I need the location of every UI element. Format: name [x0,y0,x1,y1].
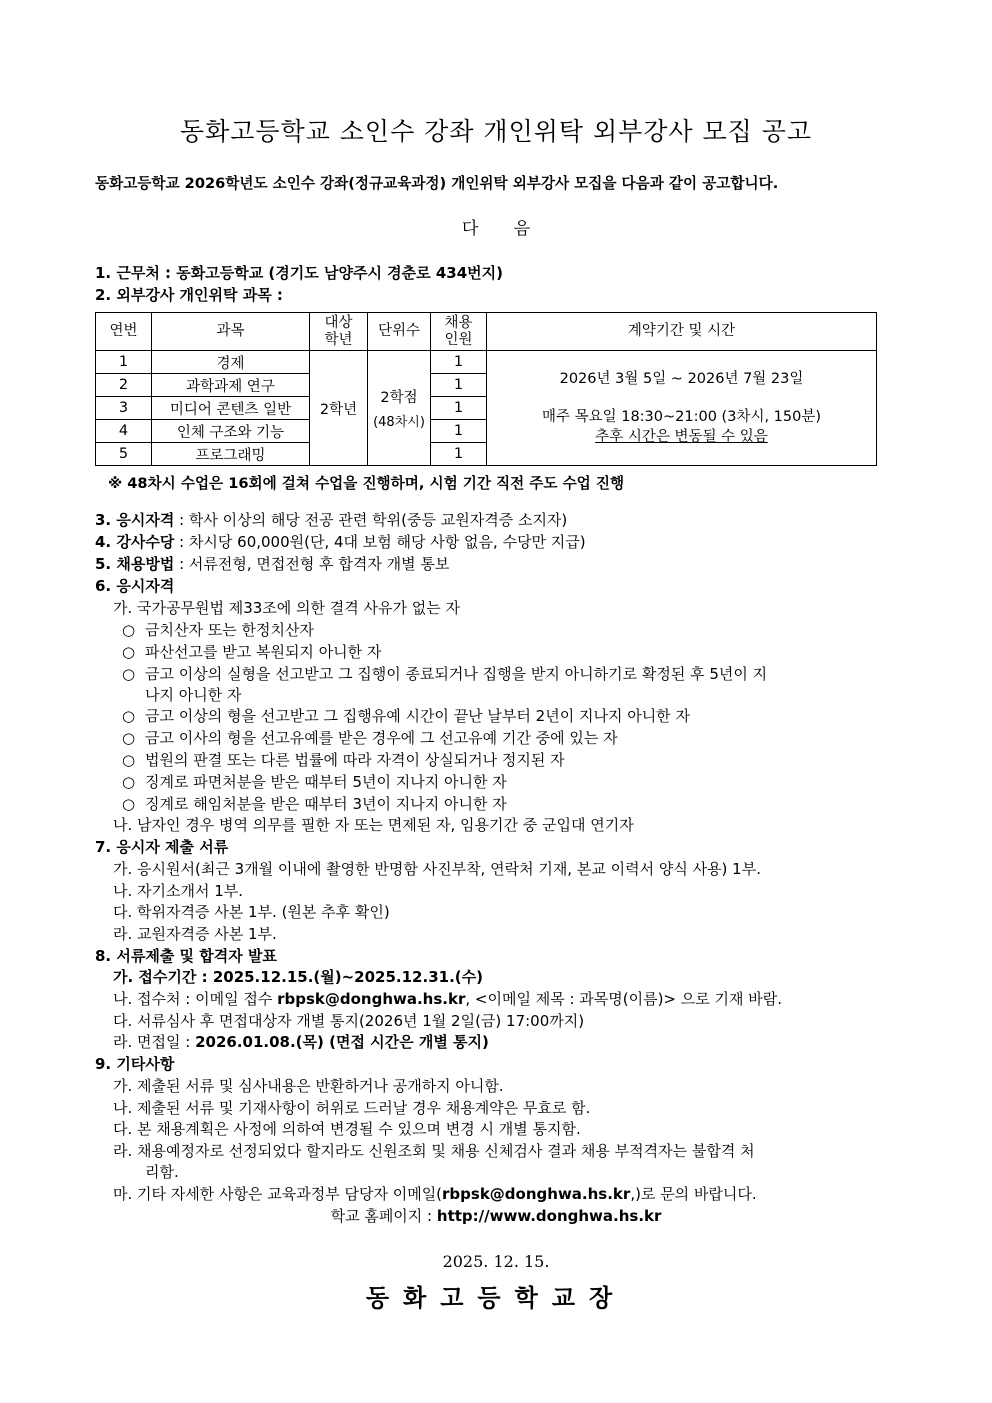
header-period: 계약기간 및 시간 [487,313,877,351]
homepage-line: 학교 홈페이지 : http://www.donghwa.hs.kr [330,1207,662,1225]
cell-count: 1 [431,351,487,374]
list-item: 라. 교원자격증 사본 1부. [113,925,277,943]
list-item: ○ 금고 이상의 실형을 선고받고 그 집행이 종료되거나 집행을 받지 아니하기로 확정된 후 5년이 지 [122,665,768,683]
courses-table [95,312,877,466]
header-subject: 과목 [152,313,310,351]
section-6-ga: 가. 국가공무원법 제33조에 의한 결격 사유가 없는 자 [113,599,461,617]
cell-subject: 프로그래밍 [152,443,310,466]
cell-no: 2 [96,374,152,397]
cell-grade: 2학년 [310,351,368,466]
bullet-icon: ○ [122,621,136,639]
table-note: ※ 48차시 수업은 16회에 걸쳐 수업을 진행하며, 시험 기간 직전 주도 수업 진행 [108,475,625,492]
list-item: 마. 기타 자세한 사항은 교육과정부 담당자 이메일(rbpsk@donghwa.hs.kr,)로 문의 바랍니다. [113,1185,757,1203]
section-2-subjects: 2. 외부강사 개인위탁 과목 : [95,286,283,304]
list-item: ○ 파산선고를 받고 복원되지 아니한 자 [122,643,382,661]
notice-date: 2025. 12. 15. [442,1252,550,1271]
units-credits: 2학점 [380,390,418,406]
principal-signature: 동화고등학교장 [365,1283,627,1312]
header-units: 단위수 [368,313,431,351]
cell-subject: 과학과제 연구 [152,374,310,397]
intro-text: 동화고등학교 2026학년도 소인수 강좌(정규교육과정) 개인위탁 외부강사 모집을 다음과 같이 공고합니다. [95,175,779,192]
list-item-continuation: 리함. [145,1163,179,1181]
bullet-icon: ○ [122,751,136,769]
section-5-label: 5. 채용방법 [95,555,175,573]
period-change-note: 추후 시간은 변동될 수 있음 [595,429,768,445]
section-8-heading: 8. 서류제출 및 합격자 발표 [95,947,277,965]
section-1-workplace: 1. 근무처 : 동화고등학교 (경기도 남양주시 경춘로 434번지) [95,264,504,282]
header-no: 연번 [96,313,152,351]
bullet-icon: ○ [122,729,136,747]
list-item: 다. 학위자격증 사본 1부. (원본 추후 확인) [113,903,390,921]
units-hours: (48차시) [373,415,425,430]
section-8-ga: 가. 접수기간 : 2025.12.15.(월)~2025.12.31.(수) [113,968,483,986]
cell-no: 5 [96,443,152,466]
table-row [96,351,877,374]
section-7-heading: 7. 응시자 제출 서류 [95,838,229,856]
cell-no: 4 [96,420,152,443]
list-item: ○ 법원의 판결 또는 다른 법률에 따라 자격이 상실되거나 정지된 자 [122,751,565,769]
cell-subject: 미디어 콘텐츠 일반 [152,397,310,420]
cell-count: 1 [431,374,487,397]
bullet-icon: ○ [122,707,136,725]
section-3-qualification [95,510,567,530]
header-count: 채용 인원 [431,313,487,351]
period-schedule: 매주 목요일 18:30~21:00 (3차시, 150분) [541,409,822,425]
section-5-text: : 서류전형, 면접전형 후 합격자 개별 통보 [174,555,450,573]
list-item-continuation: 나지 아니한 자 [145,686,242,704]
section-6-heading: 6. 응시자격 [95,577,175,595]
daeum-heading: 다 음 [461,219,531,239]
list-item: ○ 징계로 파면처분을 받은 때부터 5년이 지나지 아니한 자 [122,773,507,791]
cell-count: 1 [431,420,487,443]
cell-count: 1 [431,443,487,466]
list-item: 나. 자기소개서 1부. [113,882,244,900]
list-item: 가. 제출된 서류 및 심사내용은 반환하거나 공개하지 아니함. [113,1077,504,1095]
section-5-method [95,554,449,574]
page-title: 동화고등학교 소인수 강좌 개인위탁 외부강사 모집 공고 [179,117,813,146]
section-4-pay [95,532,586,552]
cell-no: 1 [96,351,152,374]
cell-units [368,351,431,466]
header-grade: 대상 학년 [310,313,368,351]
cell-no: 3 [96,397,152,420]
list-item: 라. 채용예정자로 선정되었다 할지라도 신원조회 및 채용 신체검사 결과 채용 부적격자는 불합격 처 [113,1142,755,1160]
cell-subject: 경제 [152,351,310,374]
bullet-icon: ○ [122,643,136,661]
section-9-heading: 9. 기타사항 [95,1055,175,1073]
email-address: rbpsk@donghwa.hs.kr [442,1185,631,1203]
list-item: 나. 제출된 서류 및 기재사항이 허위로 드러날 경우 채용계약은 무효로 함. [113,1099,591,1117]
section-8-ra: 라. 면접일 : 2026.01.08.(목) (면접 시간은 개별 통지) [113,1033,489,1051]
cell-period [487,351,877,466]
section-8-da: 다. 서류심사 후 면접대상자 개별 통지(2026년 1월 2일(금) 17:00까지) [113,1012,585,1030]
bullet-icon: ○ [122,665,136,683]
table-header-row [96,313,877,351]
list-item: 가. 응시원서(최근 3개월 이내에 촬영한 반명함 사진부착, 연락처 기재, 본교 이력서 양식 사용) 1부. [113,860,761,878]
homepage-link[interactable]: http://www.donghwa.hs.kr [436,1207,662,1225]
section-6-na: 나. 남자인 경우 병역 의무를 필한 자 또는 면제된 자, 임용기간 중 군입대 연기자 [113,816,634,834]
cell-subject: 인체 구조와 기능 [152,420,310,443]
email-address: rbpsk@donghwa.hs.kr [277,990,466,1008]
section-4-label: 4. 강사수당 [95,533,175,551]
list-item: ○ 금고 이상의 형을 선고받고 그 집행유예 시간이 끝난 날부터 2년이 지나지 아니한 자 [122,707,690,725]
list-item: 다. 본 채용계획은 사정에 의하여 변경될 수 있으며 변경 시 개별 통지함. [113,1120,581,1138]
section-3-text: : 학사 이상의 해당 전공 관련 학위(중등 교원자격증 소지자) [174,511,568,529]
list-item: ○ 금고 이사의 형을 선고유예를 받은 경우에 그 선고유예 기간 중에 있는 자 [122,729,618,747]
cell-count: 1 [431,397,487,420]
section-8-na: 나. 접수처 : 이메일 접수 rbpsk@donghwa.hs.kr, <이메일 제목 : 과목명(이름)> 으로 기재 바람. [113,990,783,1008]
section-3-label: 3. 응시자격 [95,511,175,529]
list-item: ○ 징계로 해임처분을 받은 때부터 3년이 지나지 아니한 자 [122,795,507,813]
period-dates: 2026년 3월 5일 ~ 2026년 7월 23일 [559,371,804,387]
bullet-icon: ○ [122,773,136,791]
section-4-text: : 차시당 60,000원(단, 4대 보험 해당 사항 없음, 수당만 지급) [174,533,586,551]
bullet-icon: ○ [122,795,136,813]
list-item: ○ 금치산자 또는 한정치산자 [122,621,314,639]
